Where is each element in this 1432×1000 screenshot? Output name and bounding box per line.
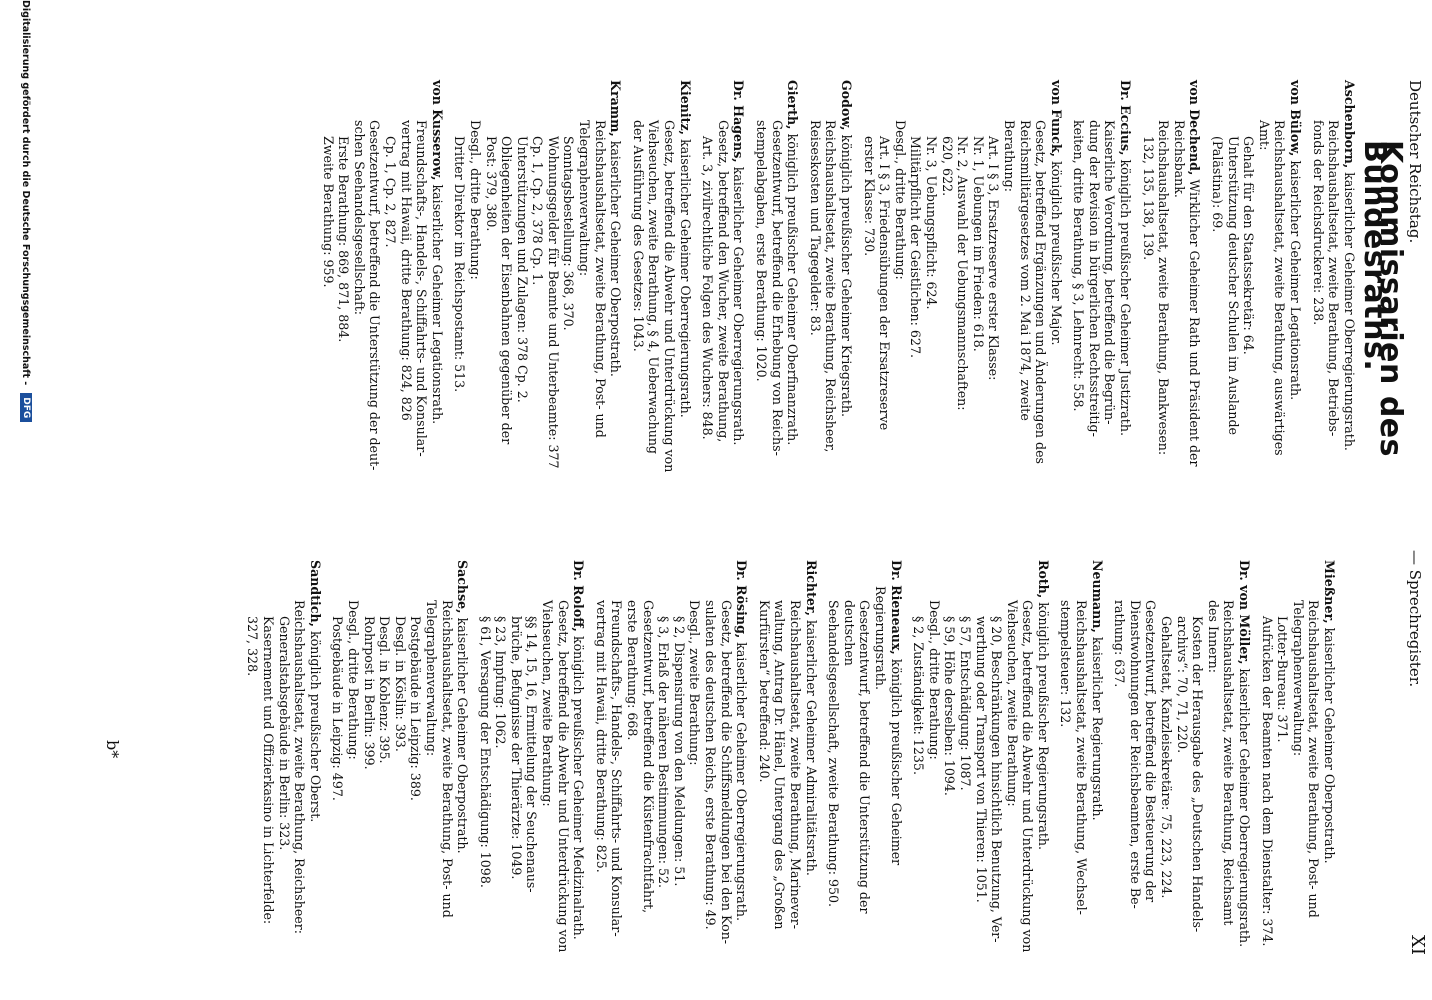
entry-first-line — [1035, 560, 1051, 970]
entry-line: Nr. 1, Uebungen im Frieden: 618. — [970, 136, 986, 352]
commissioner-name: Godow, — [839, 80, 854, 131]
entry-line: Dienstwohnungen der Reichsbeamten, erste Be- — [1127, 600, 1143, 909]
entry-line: Gesetz, betreffend Ergänzungen und Änderungen des — [1033, 120, 1049, 464]
entry-line: kaiserlicher Geheimer Oberregierungsrath. — [1237, 668, 1253, 948]
commissioner-name: Dr. Eccius, — [1118, 80, 1134, 156]
entry-line: Desgl. in Köslin: 393. — [392, 616, 408, 752]
entry-line: keiten, dritte Berathung, § 3, Lehnrecht: 558. — [1071, 120, 1087, 412]
register-entry — [756, 560, 818, 970]
commissioner-name: Sachse, — [455, 560, 471, 614]
entry-first-line — [1287, 80, 1303, 480]
commissioner-name: von Funck, — [1048, 80, 1064, 158]
entry-line: königlich preußischer Regierungsrath. — [1035, 602, 1051, 851]
entry-line: königlich preußischer Oberst. — [307, 631, 323, 823]
entry-line: Telegraphenverwaltung: — [423, 600, 439, 757]
register-entry — [807, 80, 854, 480]
dfg-logo: DFG — [20, 393, 32, 422]
entry-line: Kaiserliche Verordnung, betreffend die Begrün- — [1102, 120, 1118, 425]
entry-line: Reichshaushaltsetat, zweite Berathung, Reichsamt — [1221, 600, 1237, 926]
signature-mark: b* — [103, 740, 122, 759]
register-entry — [1259, 560, 1337, 970]
entry-line: königlich preußischer Geheimer Regierungsrath. — [872, 586, 904, 866]
entry-line: kaiserlicher Geheimer Oberpostrath. — [455, 617, 471, 854]
register-entry — [1140, 80, 1202, 480]
entry-line: Telegraphenverwaltung: — [577, 120, 593, 277]
entry-line: Reichshaushaltsetat, zweite Berathung, auswärtiges — [1272, 120, 1288, 456]
entry-line: Gesetz, betreffend die Abwehr und Unterdrückung von — [555, 600, 571, 953]
entry-line: Cp. 1, Cp. 2, 827. — [382, 136, 398, 248]
entry-line: kaiserlicher Geheimer Legationsrath. — [429, 184, 445, 425]
entry-line: 620, 622. — [939, 136, 955, 197]
commissioner-name: Kramm, — [608, 80, 624, 137]
entry-line: Gesetz, betreffend die Abwehr und Unterdrückung von — [662, 120, 678, 473]
commissioner-name: Roth, — [1035, 560, 1051, 599]
entry-line: waltung, Antrag Dr. Hänel, Untergang des „Großen — [772, 600, 788, 930]
entry-line: § 2, Zuständigkeit: 1235. — [911, 616, 927, 775]
page-title: Kommissarien des Bundesraths. — [1357, 140, 1408, 457]
entry-line: Viehseuchen, zweite Berathung, § 4, Ueberwachung — [646, 120, 662, 454]
entry-first-line — [1118, 80, 1134, 480]
register-entry — [1058, 560, 1105, 970]
entry-line: kaiserlicher Regierungsrath. — [1089, 636, 1105, 821]
entry-first-line — [1187, 80, 1203, 480]
entry-line: dung der Revision in bürgerlichen Rechtsstreitig- — [1086, 120, 1102, 437]
entry-line: Kurfürsten“ betreffend: 240. — [756, 600, 772, 783]
entry-line: königlich preußischer Geheimer Justizrath. — [1118, 159, 1134, 436]
register-entry — [320, 80, 445, 480]
commissioner-name: Neumann, — [1089, 560, 1105, 633]
entry-line: Sonntagsbestellung: 368, 370. — [561, 136, 577, 331]
entry-first-line — [307, 560, 323, 970]
entry-line: fonds der Reichsdruckerei: 238. — [1310, 120, 1326, 326]
entry-line: der Ausführung des Gesetzes: 1043. — [630, 120, 646, 352]
right-column — [238, 560, 1337, 970]
entry-line: kaiserlicher Geheimer Oberpostrath. — [1322, 627, 1337, 864]
register-entry — [700, 80, 747, 480]
entry-line: Reichshaushaltsetat, zweite Berathung, Bankwesen: — [1156, 120, 1172, 456]
entry-line: Kosten der Herausgabe des „Deutschen Handels- — [1190, 616, 1206, 933]
entry-line: Gehaltsetat, Kanzleisekretäre: 75, 223, 224. — [1159, 616, 1175, 899]
entry-first-line — [677, 80, 693, 480]
entry-line: §§ 14, 15, 16, Ermittelung der Seuchenaus- — [524, 616, 540, 893]
entry-line: Wirklicher Geheimer Rath und Präsident der — [1187, 179, 1203, 467]
entry-line: Art. I § 3, Ersatzreserve erster Klasse: — [986, 136, 1002, 381]
right-entries — [245, 560, 1337, 970]
entry-line: Aufrücken der Beamten nach dem Dienstalter: 374. — [1259, 616, 1275, 947]
entry-line: § 20, Beschränkungen hinsichtlich Benutzung, Ver- — [989, 616, 1005, 943]
entry-line: Telegraphenverwaltung: — [1290, 600, 1306, 757]
entry-line: Viehseuchen, zweite Berathung: — [1004, 600, 1020, 807]
register-entry — [593, 560, 749, 970]
entry-line: Desgl., dritte Berathung: — [926, 600, 942, 760]
register-entry — [753, 80, 800, 480]
entry-line: Gesetz, betreffend die Abwehr und Unterdrückung von — [1020, 600, 1036, 953]
entry-line: Unterstützungen und Zulagen: 378 Cp. 2. — [514, 136, 530, 403]
entry-line: Nr. 2, Auswahl der Uebungsmannschaften: — [955, 136, 971, 411]
entry-line: Seehandelsgesellschaft, zweite Berathung: 950. — [826, 600, 842, 908]
register-entry — [1310, 80, 1357, 480]
entry-line: kaiserlicher Geheimer Oberregierungsrath. — [677, 139, 693, 418]
commissioner-name: Sandtich, — [307, 560, 323, 628]
entry-first-line — [803, 560, 819, 970]
entry-line: Art. 3, zivilrechtliche Folgen des Wuchers: 848. — [700, 136, 716, 440]
entry-first-line — [838, 80, 854, 480]
credit-text: Digitalisierung gefördert durch die Deutsche Forschungsgemeinschaft - — [20, 0, 32, 386]
register-entry — [861, 80, 1064, 480]
page-number: XI — [1407, 935, 1428, 955]
entry-line: brüche, Befugnisse der Thierärzte: 1049. — [508, 616, 524, 880]
entry-line: sulaten des deutschen Reichs, erste Berathung: 49. — [703, 600, 719, 930]
entry-line: Reichshaushaltsetat, zweite Berathung, Post- und — [592, 120, 608, 438]
entry-line: königlich preußischer Geheimer Kriegsrath. — [839, 134, 854, 418]
left-entries — [320, 80, 1357, 480]
entry-first-line — [1321, 560, 1337, 970]
entry-line: Kasernement und Offizierkasino in Lichterfelde: — [261, 616, 276, 925]
entry-first-line — [1236, 560, 1252, 970]
entry-first-line — [608, 80, 624, 480]
commissioner-name: von Bülow, — [1288, 80, 1304, 157]
entry-line: § 61, Versagung der Entschädigung: 1098. — [477, 616, 493, 888]
register-entry — [826, 560, 904, 970]
entry-line: königlich preußischer Geheimer Medizinalrath. — [571, 635, 587, 940]
entry-first-line — [571, 560, 587, 970]
entry-line: § 3, Erlaß der näheren Bestimmungen: 52. — [656, 616, 672, 889]
entry-line: Reichshaushaltsetat, zweite Berathung, Betriebs- — [1326, 120, 1342, 437]
entry-line: Erste Berathung: 869, 871, 884. — [336, 136, 352, 343]
entry-line: Dritter Direktor im Reichspostamt: 513. — [452, 136, 468, 393]
commissioner-name: Aschenborn, — [1341, 80, 1357, 169]
entry-line: Reichshaushaltsetat, zweite Berathung, Reichsheer: — [292, 600, 308, 935]
register-entry — [477, 560, 586, 970]
register-entry — [1112, 560, 1252, 970]
entry-line: Desgl., dritte Berathung: — [467, 120, 483, 280]
entry-line: Freundschafts-, Handels-, Schiffahrts- und Konsular- — [414, 120, 430, 457]
register-entry — [330, 560, 470, 970]
entry-line: Art. I § 3, Friedensübungen der Ersatzreserve — [877, 136, 893, 431]
commissioner-name: Richter, — [803, 560, 819, 617]
entry-line: § 2, Dispensirung von den Meldungen: 51. — [671, 616, 687, 887]
entry-line: Zweite Berathung: 959. — [320, 136, 336, 288]
commissioner-name: Dr. Rieneaux, — [888, 560, 904, 655]
entry-first-line — [785, 80, 801, 480]
entry-line: Gesetzentwurf, betreffend die Erhebung von Reichs- — [769, 120, 785, 456]
entry-line: Berathung: — [1001, 120, 1017, 192]
entry-line: kaiserlicher Geheimer Legationsrath. — [1288, 160, 1304, 401]
entry-line: Gesetzentwurf, betreffend die Besteuerung der — [1143, 600, 1159, 903]
entry-line: königlich preußischer Geheimer Oberfinanzrath. — [785, 133, 801, 446]
entry-line: stempelsteuer: 132. — [1058, 600, 1074, 728]
entry-line: Wohnungsgelder für Beamte und Unterbeamte: 377 — [545, 136, 561, 469]
entry-line: erster Klasse: 730. — [861, 136, 877, 257]
entry-line: Lotter-Bureau: 371. — [1275, 616, 1291, 743]
register-entry — [630, 80, 692, 480]
entry-first-line — [731, 80, 747, 480]
entry-line: vertrag mit Hawaii, dritte Berathung: 825. — [593, 600, 609, 873]
commissioner-name: von Kusserow, — [429, 80, 445, 181]
entry-line: kaiserlicher Geheimer Oberregierungsrath. — [734, 642, 750, 921]
entry-line: des Innern: — [1205, 600, 1221, 674]
entry-line: Reichshaushaltsetat, zweite Berathung, Reichsheer, — [823, 120, 839, 453]
entry-line: 132, 135, 138, 139. — [1140, 136, 1156, 261]
entry-line: rathung: 637. — [1112, 600, 1128, 688]
register-entry — [1071, 80, 1133, 480]
entry-line: Gesetzentwurf, betreffend die Küstenfrachtfahrt, — [640, 600, 656, 914]
entry-line: Unterstützung deutscher Schulen im Auslande — [1225, 136, 1241, 435]
entry-first-line — [872, 560, 903, 970]
entry-line: Reichshaushaltsetat, zweite Berathung, Post- und — [1306, 600, 1322, 918]
entry-line: Amt: — [1256, 120, 1272, 151]
commissioner-name: Gierth, — [785, 80, 801, 130]
entry-line: Reichsbank. — [1171, 120, 1187, 198]
entry-line: kaiserlicher Geheimer Oberregierungsrath. — [1341, 172, 1357, 451]
commissioner-name: Mießner, — [1322, 560, 1337, 624]
entry-line: archivs“: 70, 71, 220. — [1174, 616, 1190, 754]
digitization-credit — [20, 0, 32, 1000]
entry-line: stempelabgaben, erste Berathung: 1020. — [754, 120, 770, 382]
entry-line: erste Berathung: 668. — [625, 600, 641, 741]
entry-line: Post: 379, 380. — [483, 136, 499, 232]
entry-line: Desgl., dritte Berathung: — [345, 600, 361, 760]
commissioner-name: von Dechend, — [1187, 80, 1203, 176]
entry-line: Postgebäude in Leipzig: 497. — [330, 616, 346, 801]
register-entry — [911, 560, 1051, 970]
entry-line: königlich preußischer Major. — [1048, 161, 1064, 346]
commissioner-name: Dr. von Möller, — [1237, 560, 1253, 665]
entry-line: Obliegenheiten der Eisenbahnen gegenüber der — [499, 136, 515, 445]
register-name: — Sprechregister. — [1406, 550, 1424, 688]
left-column — [313, 80, 1408, 480]
commissioner-name: Kienitz, — [677, 80, 693, 136]
entry-line: Reiseskosten und Tagegelder: 83. — [807, 120, 823, 336]
entry-line: § 59, Höhe derselben: 1094. — [942, 616, 958, 796]
entry-line: § 23, Impfung: 1062. — [493, 616, 509, 749]
entry-line: Gesetz, betreffend die Schiffsmeldungen bei den Kon- — [718, 600, 734, 945]
entry-line: Cp. 1, Cp. 2, 378 Cp. 1. — [530, 136, 546, 286]
entry-first-line — [1089, 560, 1105, 970]
entry-line: kaiserlicher Geheimer Oberregierungsrath. — [731, 166, 747, 446]
entry-line: Reichshaushaltsetat, zweite Berathung, Marinever- — [788, 600, 803, 930]
entry-line: § 57, Entschädigung: 1087. — [957, 616, 973, 791]
register-entry — [1209, 80, 1303, 480]
entry-line: Reichshaushaltsetat, zweite Berathung, Post- und — [439, 600, 455, 918]
entry-line: Gesetzentwurf, betreffend die Unterstützung der deutschen — [841, 600, 873, 914]
entry-first-line — [734, 560, 750, 970]
register-entry — [245, 560, 323, 970]
entry-line: kaiserlicher Geheimer Oberpostrath. — [608, 140, 624, 377]
entry-line: werthung oder Transport von Thieren: 1051. — [973, 616, 989, 903]
entry-line: Reichshaushaltsetat, zweite Berathung, Wechsel- — [1074, 600, 1090, 915]
entry-line: Militärpflicht der Geistlichen: 627. — [908, 136, 924, 358]
commissioner-name: Dr. Hagens, — [731, 80, 747, 163]
entry-line: Reichsmilitärgesetzes vom 2. Mai 1874, zweite — [1017, 120, 1033, 421]
entry-line: kaiserlicher Geheimer Admiralitätsrath. — [803, 620, 819, 876]
entry-line: Gesetzentwurf, betreffend die Unterstützung der deut- — [367, 120, 383, 471]
entry-line: (Palästina): 69. — [1210, 136, 1226, 233]
entry-line: Viehseuchen, zweite Berathung: — [540, 600, 556, 807]
entry-line: Nr. 3, Uebungspflicht: 624. — [923, 136, 939, 310]
entry-line: Rohrpost in Berlin: 399. — [361, 616, 377, 770]
entry-first-line — [1341, 80, 1357, 480]
entry-first-line — [455, 560, 471, 970]
entry-line: Desgl. in Koblenz: 395. — [377, 616, 393, 764]
commissioner-name: Dr. Roloff, — [571, 560, 587, 632]
entry-first-line — [429, 80, 445, 480]
register-entry — [452, 80, 624, 480]
entry-line: Gehalt für den Staatssekretär: 64. — [1241, 136, 1257, 355]
entry-line: Desgl., dritte Berathung: — [892, 120, 908, 280]
entry-line: vertrag mit Hawaii, dritte Berathung: 824, 826 — [398, 120, 414, 421]
commissioner-name: Dr. Rösing, — [734, 560, 750, 639]
entry-line: Postgebäude in Leipzig: 389. — [408, 616, 424, 801]
entry-first-line — [1048, 80, 1064, 480]
entry-line: Generalstabsgebäude in Berlin: 323. — [276, 616, 292, 851]
entry-line: Freundschafts-, Handels-, Schiffahrts- und Konsular- — [609, 600, 625, 937]
entry-line: schen Seehandelsgesellschaft: — [351, 120, 367, 316]
entry-line: Desgl., zweite Berathung: — [687, 600, 703, 766]
entry-line: 327, 328. — [245, 616, 261, 677]
publication-name: Deutscher Reichstag. — [1406, 80, 1424, 244]
entry-line: Gesetz, betreffend den Wucher, zweite Berathung, — [715, 120, 731, 443]
